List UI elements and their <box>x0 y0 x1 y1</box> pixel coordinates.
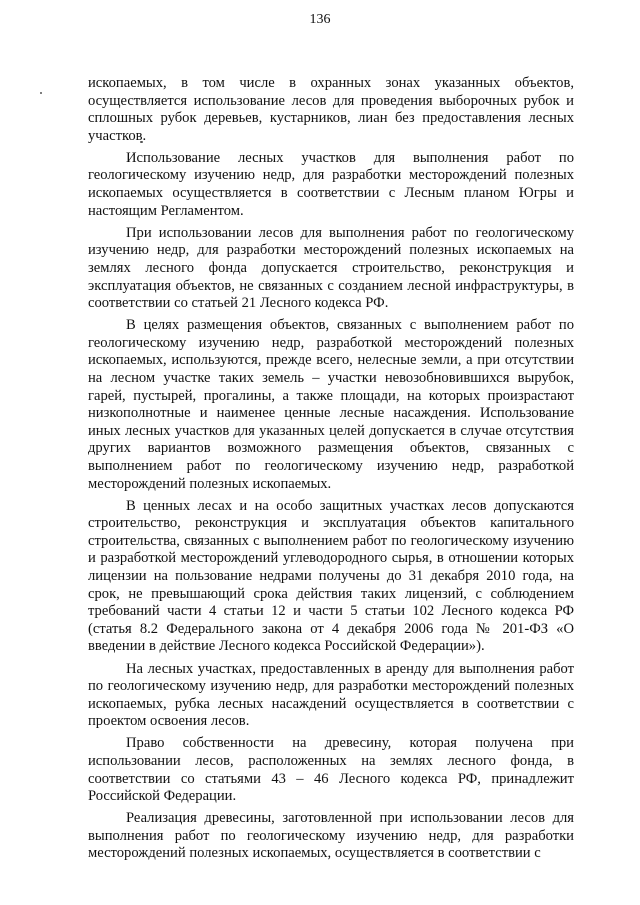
paragraph: В ценных лесах и на особо защитных участках лесов допускаются строительство, реконструкция и эксплуатация объектов капитального строительства, связанных с выполнением работ по геологическому изучению и разработкой месторождений углеводородного сырья, в отношении которых лицензии на пользование недрами получены до 31 декабря 2010 года, на срок, не превышающий срока действия таких лицензий, с соблюдением требований части 4 статьи 12 и части 5 статьи 102 Лесного кодекса РФ (статья 8.2 Федерального закона от 4 декабря 2006 года № 201-ФЗ «О введении в действие Лесного кодекса Российской Федерации»). <box>88 497 574 655</box>
paragraph: Использование лесных участков для выполнения работ по геологическому изучению недр, для разработки месторождений полезных ископаемых осуществляется в соответствии с Лесным планом Югры и настоящим Регламентом. <box>88 149 574 219</box>
paragraph: Право собственности на древесину, которая получена при использовании лесов, расположенных на землях лесного фонда, в соответствии со статьями 43 – 46 Лесного кодекса РФ, принадлежит Российской Федерации. <box>88 735 574 805</box>
paragraph: В целях размещения объектов, связанных с выполнением работ по геологическому изучению недр, разработкой месторождений полезных ископаемых, используются, прежде всего, нелесные земли, а при отсутствии на лесном участке таких земель – участки невозобновившихся вырубок, гарей, пустырей, прогалины, а также площади, на которых произрастают низкополнотные и наименее ценные лесные насаждения. Использование иных лесных участков для указанных целей допускается в случае отсутствия других вариантов возможного размещения объектов, связанных с выполнением работ по геологическому изучению недр, разработкой месторождений полезных ископаемых. <box>88 317 574 492</box>
paragraph: При использовании лесов для выполнения работ по геологическому изучению недр, для разработки месторождений полезных ископаемых на землях лесного фонда допускается строительство, реконструкция и эксплуатация объектов, не связанных с созданием лесной инфраструктуры, в соответствии со статьей 21 Лесного кодекса РФ. <box>88 224 574 312</box>
paragraph: На лесных участках, предоставленных в аренду для выполнения работ по геологическому изучению недр, для разработки месторождений полезных ископаемых, рубка лесных насаждений осуществляется в соответствии с проектом освоения лесов. <box>88 660 574 730</box>
page-number: 136 <box>309 12 331 27</box>
paragraph: ископаемых, в том числе в охранных зонах указанных объектов, осуществляется использование лесов для проведения выборочных рубок и сплошных рубок деревьев, кустарников, лиан без предоставления лесных участков. <box>88 75 574 144</box>
scan-speck <box>40 92 42 94</box>
paragraph: Реализация древесины, заготовленной при использовании лесов для выполнения работ по геологическому изучению недр, для разработки месторождений полезных ископаемых, осуществляется в соответствии с <box>88 810 574 862</box>
body-text <box>88 75 574 868</box>
